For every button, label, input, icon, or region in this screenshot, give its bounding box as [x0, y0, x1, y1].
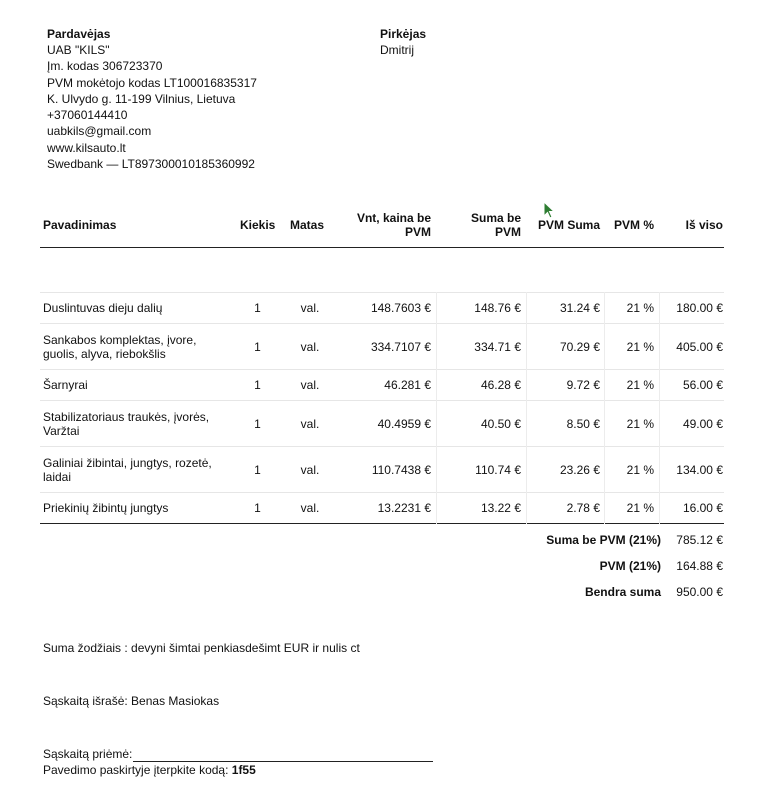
- buyer-name: Dmitrij: [380, 43, 414, 57]
- row-vat-pct: 21 %: [626, 301, 654, 315]
- row-qty: 1: [254, 301, 261, 315]
- seller-website: www.kilsauto.lt: [47, 140, 126, 155]
- header-vat-sum: PVM Suma: [537, 218, 600, 232]
- column-divider: [436, 292, 437, 524]
- row-unit-price: 110.7438 €: [371, 462, 431, 477]
- row-name: Sankabos komplektas, įvore, guolis, alyva, riebokšlis: [43, 332, 197, 361]
- row-qty: 1: [254, 378, 261, 392]
- row-vat-sum: 31.24 €: [559, 301, 600, 315]
- header-qty: Kiekis: [240, 218, 276, 232]
- payment-code-label: Pavedimo paskirtyje įterpkite kodą:: [43, 763, 232, 777]
- table-row: [40, 493, 724, 524]
- row-unit-price: 334.7107 €: [370, 339, 431, 354]
- header-unit-price: Vnt, kaina be PVM: [356, 211, 431, 239]
- row-sum: 46.28 €: [480, 378, 521, 392]
- seller-address: K. Ulvydo g. 11-199 Vilnius, Lietuva: [47, 91, 236, 106]
- row-vat-sum: 9.72 €: [566, 378, 600, 392]
- row-unit: val.: [300, 416, 320, 431]
- row-vat-sum: 8.50 €: [566, 416, 600, 431]
- mouse-pointer-icon: [543, 201, 557, 221]
- table-row: [40, 324, 724, 370]
- seller-vat-code: PVM mokėtojo kodas LT100016835317: [47, 75, 257, 90]
- payment-code: 1f55: [231, 763, 256, 777]
- column-divider: [604, 292, 605, 524]
- seller-block: [47, 26, 257, 172]
- row-total: 180.00 €: [676, 301, 723, 315]
- subtotal-value: 785.12 €: [676, 533, 723, 547]
- row-sum: 13.22 €: [480, 501, 521, 515]
- amount-in-words: Suma žodžiais : devyni šimtai penkiasdešimt EUR ir nulis ct: [43, 641, 360, 655]
- row-qty: 1: [254, 501, 261, 515]
- row-vat-pct: 21 %: [626, 416, 654, 431]
- row-sum: 40.50 €: [480, 416, 521, 431]
- row-unit-price: 40.4959 €: [377, 416, 431, 431]
- seller-company-code: Įm. kodas 306723370: [47, 59, 163, 74]
- row-total: 134.00 €: [676, 462, 723, 477]
- row-name: Šarnyrai: [43, 378, 88, 392]
- header-sum: Suma be PVM: [470, 211, 521, 239]
- column-divider: [526, 292, 527, 524]
- row-vat-pct: 21 %: [626, 501, 654, 515]
- row-sum: 148.76 €: [474, 301, 521, 315]
- row-unit: val.: [300, 339, 320, 354]
- row-unit-price: 46.281 €: [384, 378, 431, 392]
- seller-title: Pardavėjas: [47, 27, 111, 41]
- row-vat-sum: 2.78 €: [566, 501, 600, 515]
- payment-code-line: [43, 763, 256, 778]
- row-qty: 1: [254, 462, 261, 477]
- items-table-body: [40, 248, 724, 524]
- row-total: 405.00 €: [676, 339, 723, 354]
- row-vat-sum: 23.26 €: [559, 462, 600, 477]
- row-name: Stabilizatoriaus traukės, įvorės, Varžtai: [43, 409, 210, 438]
- header-total: Iš viso: [685, 218, 723, 232]
- seller-company: UAB "KILS": [47, 43, 110, 57]
- vat-label: PVM (21%): [599, 559, 661, 573]
- subtotal-label: Suma be PVM (21%): [546, 533, 661, 547]
- row-total: 56.00 €: [682, 378, 723, 392]
- header-vat-pct: PVM %: [613, 218, 654, 232]
- row-vat-pct: 21 %: [626, 462, 654, 477]
- row-name: Duslintuvas dieju dalių: [43, 301, 163, 315]
- table-row: [40, 401, 724, 447]
- grand-total-label: Bendra suma: [584, 585, 661, 599]
- row-unit-price: 13.2231 €: [377, 501, 431, 515]
- row-total: 49.00 €: [682, 416, 723, 431]
- row-qty: 1: [254, 339, 261, 354]
- seller-email: uabkils@gmail.com: [47, 124, 152, 139]
- buyer-block: [380, 26, 426, 58]
- row-total: 16.00 €: [682, 501, 723, 515]
- issued-by: Sąskaitą išrašė: Benas Masiokas: [43, 694, 220, 708]
- header-unit: Matas: [290, 218, 325, 232]
- seller-phone: +37060144410: [47, 108, 128, 123]
- row-unit: val.: [300, 462, 320, 477]
- signature-line: [133, 749, 433, 762]
- row-unit: val.: [300, 501, 320, 515]
- table-row: [40, 293, 724, 324]
- vat-value: 164.88 €: [676, 559, 723, 573]
- column-divider: [659, 292, 660, 524]
- items-table-header: [40, 203, 724, 248]
- received-by-label: Sąskaitą priėmė:: [43, 747, 133, 761]
- row-sum: 110.74 €: [475, 462, 521, 477]
- grand-total-value: 950.00 €: [676, 585, 723, 599]
- header-name: Pavadinimas: [43, 218, 117, 232]
- table-row: [40, 370, 724, 401]
- row-vat-pct: 21 %: [626, 378, 654, 392]
- row-qty: 1: [254, 416, 261, 431]
- row-unit-price: 148.7603 €: [370, 301, 431, 315]
- table-row: [40, 447, 724, 493]
- empty-row: [40, 248, 724, 293]
- row-name: Galiniai žibintai, jungtys, rozetė, laidai: [43, 455, 212, 484]
- row-sum: 334.71 €: [474, 339, 521, 354]
- row-unit: val.: [300, 378, 320, 392]
- row-vat-pct: 21 %: [626, 339, 654, 354]
- buyer-title: Pirkėjas: [380, 27, 427, 41]
- seller-bank: Swedbank — LT897300010185360992: [47, 157, 255, 172]
- row-vat-sum: 70.29 €: [559, 339, 600, 354]
- received-by: [43, 747, 433, 762]
- row-name: Priekinių žibintų jungtys: [43, 501, 169, 515]
- row-unit: val.: [300, 301, 320, 315]
